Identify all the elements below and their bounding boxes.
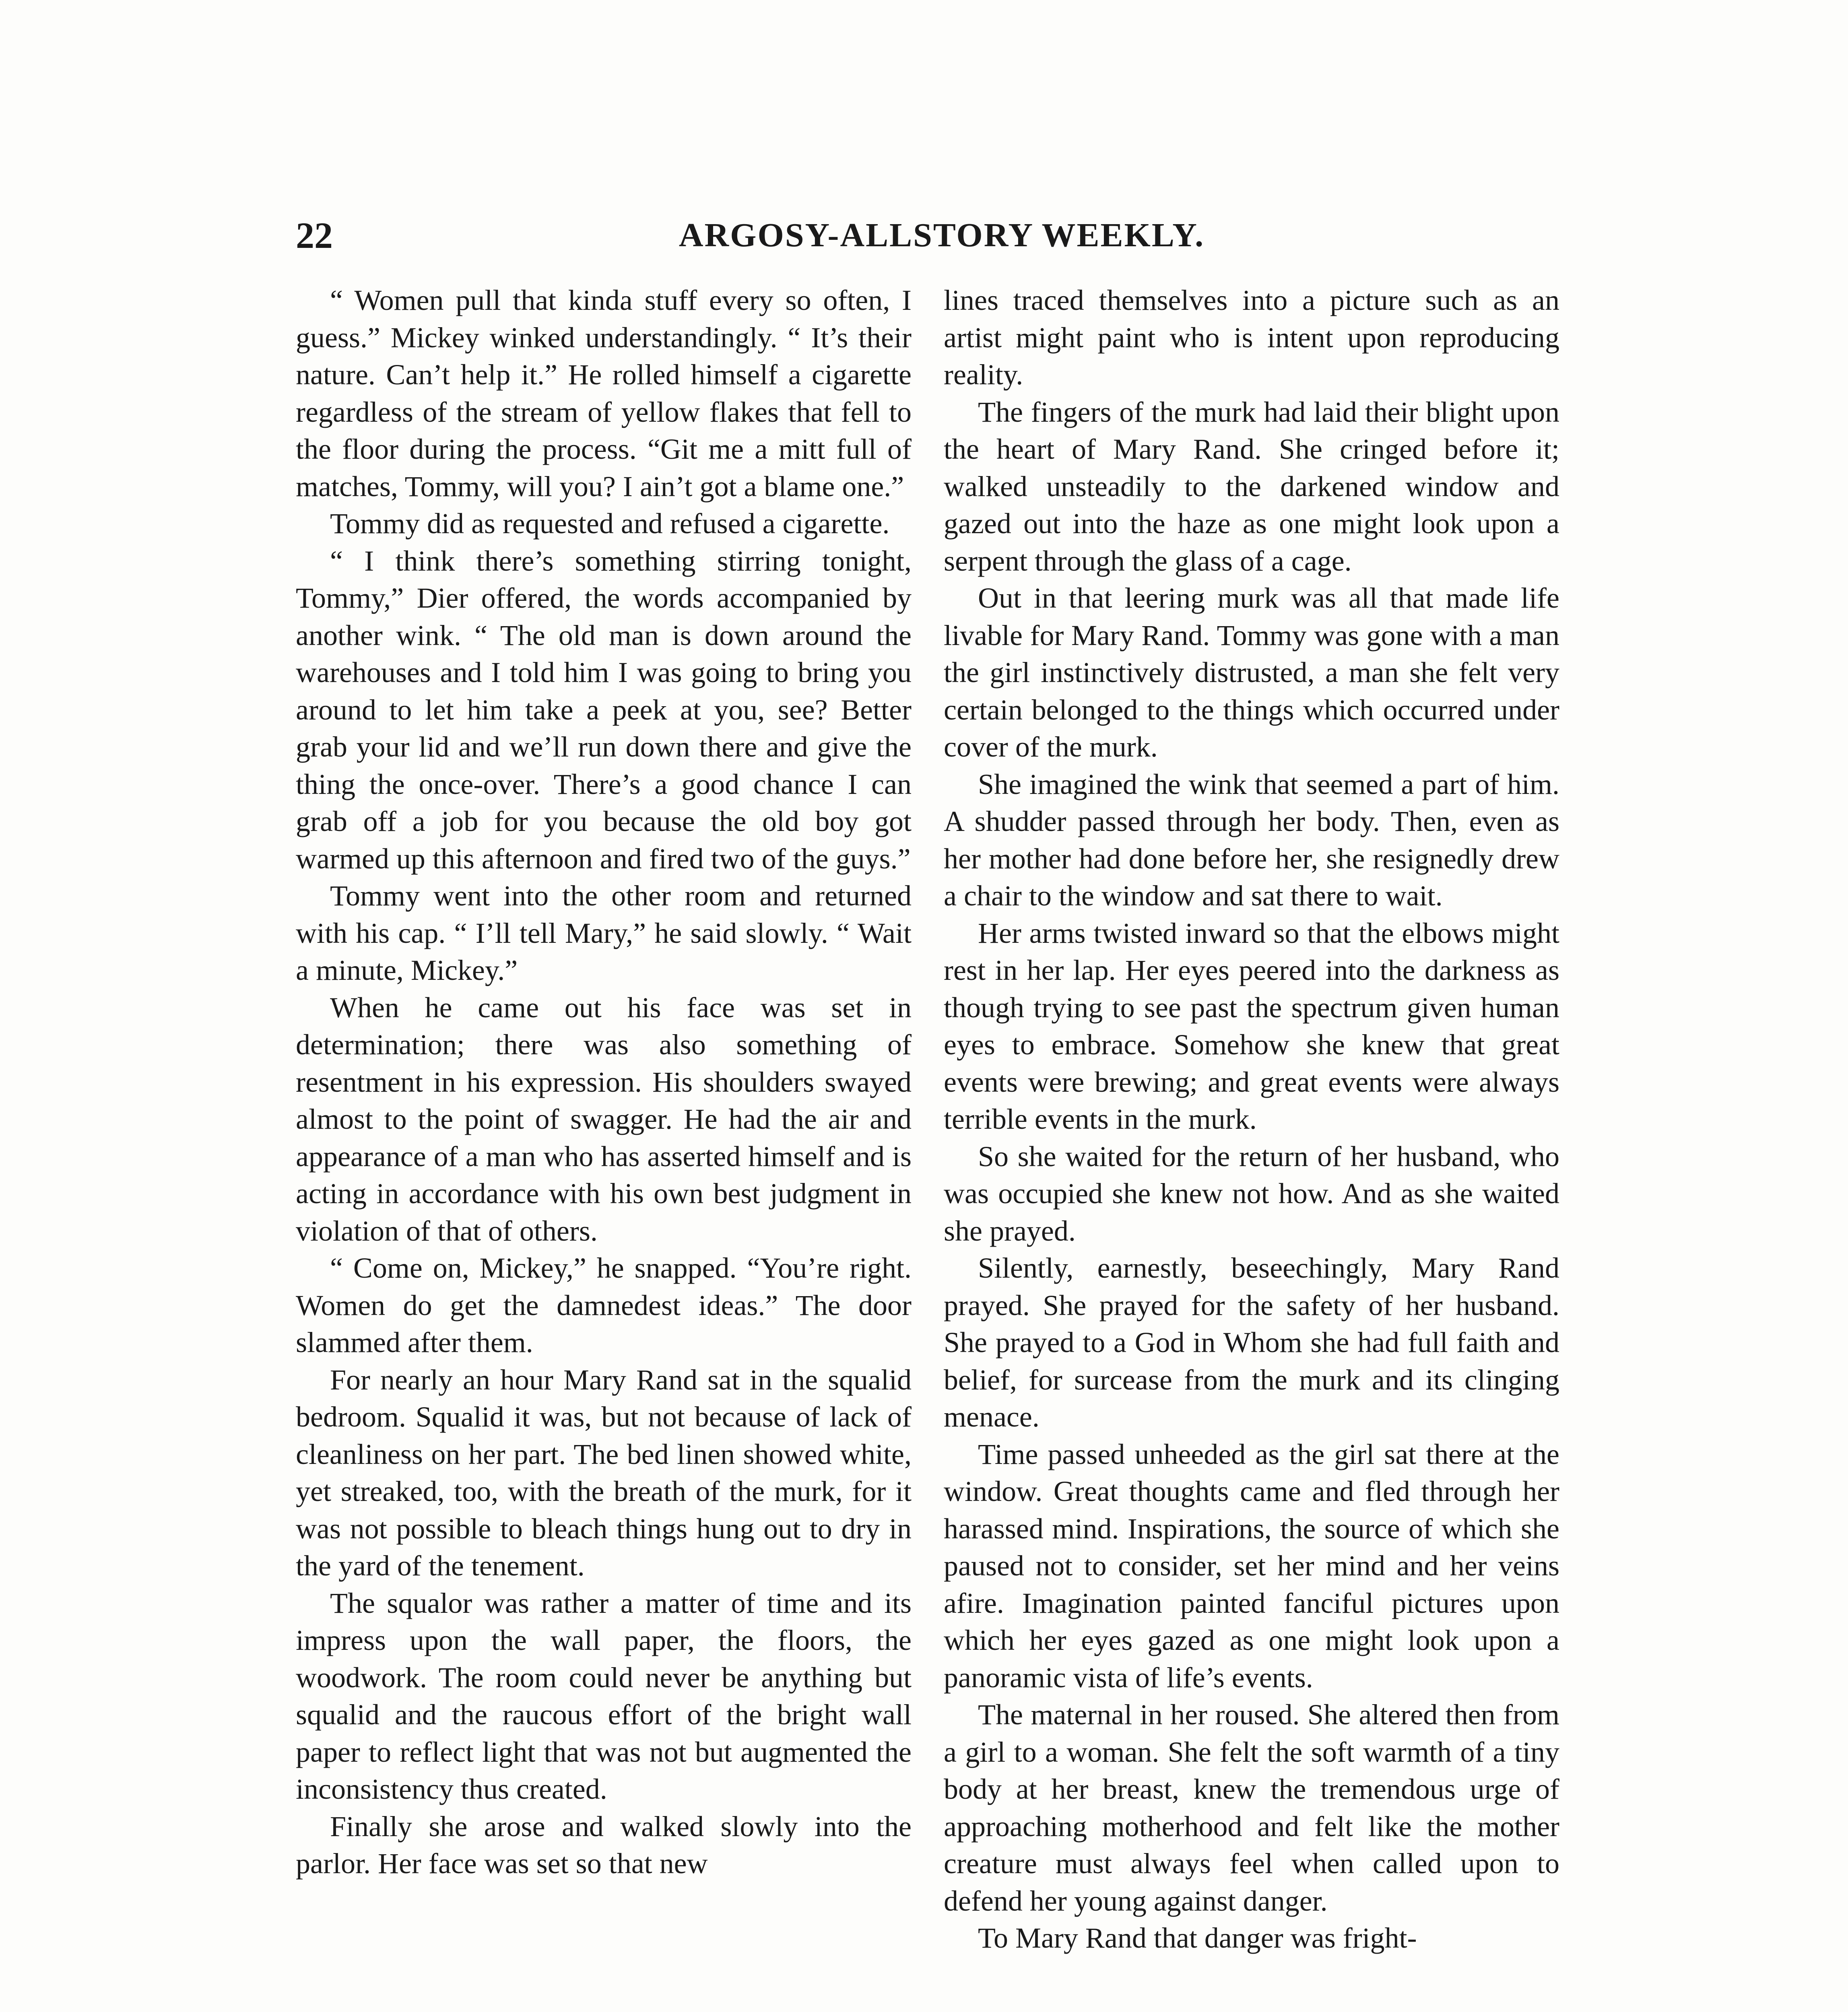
paragraph: Finally she arose and walked slowly into the parlor. Her face was set so that new: [296, 1810, 912, 1880]
paragraph: Her arms twisted inward so that the elbows might rest in her lap. Her eyes peered into the darkness as though trying to see past the spectrum given human eyes to embrace. Somehow she knew that great events were brewing; and great events were always terrible events in the murk.: [944, 917, 1559, 1135]
page-header: [296, 207, 1588, 264]
paragraph: “ I think there’s something stirring tonight, Tommy,” Dier offered, the words accompanied by another wink. “ The old man is down around the warehouses and I told him I was going to bring you around to let him take a peek at you, see? Better grab your lid and we’ll run down there and give the thing the once-over. There’s a good chance I can grab off a job for you because the old boy got warmed up this afternoon and fired two of the guys.”: [296, 544, 912, 875]
paragraph: Silently, earnestly, beseechingly, Mary Rand prayed. She prayed for the safety of her husband. She prayed to a God in Whom she had full faith and belief, for surcease from the murk and its clinging menace.: [944, 1252, 1559, 1433]
paragraph: “ Women pull that kinda stuff every so often, I guess.” Mickey winked understandingly. “ It’s their nature. Can’t help it.” He rolled himself a cigarette regardless of the stream of yellow flakes that fell to the floor during the process. “Git me a mitt full of matches, Tommy, will you? I ain’t got a blame one.”: [296, 284, 912, 503]
paragraph: Time passed unheeded as the girl sat there at the window. Great thoughts came and fled through her harassed mind. Inspirations, the source of which she paused not to consider, set her mind and her veins afire. Imagination painted fanciful pictures upon which her eyes gazed as one might look upon a panoramic vista of life’s events.: [944, 1438, 1559, 1694]
left-column: [296, 282, 912, 1882]
running-title: ARGOSY-ALLSTORY WEEKLY.: [679, 216, 1205, 254]
paragraph: The maternal in her roused. She altered then from a girl to a woman. She felt the soft warmth of a tiny body at her breast, knew the tremendous urge of approaching motherhood and felt like the mother creature must always feel when called upon to defend her young against danger.: [944, 1699, 1559, 1917]
paragraph: Tommy did as requested and refused a cigarette.: [330, 507, 890, 540]
paragraph: The fingers of the murk had laid their blight upon the heart of Mary Rand. She cringed before it; walked unsteadily to the darkened window and gazed out into the haze as one might look upon a serpent through the glass of a cage.: [944, 396, 1559, 577]
paragraph: The squalor was rather a matter of time and its impress upon the wall paper, the floors, the woodwork. The room could never be anything but squalid and the raucous effort of the bright wall paper to reflect light that was not but augmented the inconsistency thus created.: [296, 1587, 912, 1805]
paragraph-continuation: lines traced themselves into a picture such as an artist might paint who is intent upon reproducing reality.: [944, 284, 1559, 391]
paragraph: For nearly an hour Mary Rand sat in the squalid bedroom. Squalid it was, but not because of lack of cleanliness on her part. The bed linen showed white, yet streaked, too, with the breath of the murk, for it was not possible to bleach things hung out to dry in the yard of the tenement.: [296, 1363, 912, 1582]
paragraph: When he came out his face was set in determination; there was also something of resentment in his expression. His shoulders swayed almost to the point of swagger. He had the air and appearance of a man who has asserted himself and is acting in accordance with his own best judgment in violation of that of others.: [296, 991, 912, 1247]
paragraph: So she waited for the return of her husband, who was occupied she knew not how. And as she waited she prayed.: [944, 1140, 1559, 1247]
paragraph: “ Come on, Mickey,” he snapped. “You’re right. Women do get the damnedest ideas.” The door slammed after them.: [296, 1252, 912, 1359]
paragraph: To Mary Rand that danger was fright-: [978, 1922, 1417, 1954]
page-number: 22: [296, 215, 333, 256]
paragraph: Out in that leering murk was all that made life livable for Mary Rand. Tommy was gone with a man the girl instinctively distrusted, a man she felt very certain belonged to the things which occurred under cover of the murk.: [944, 582, 1559, 763]
paragraph: Tommy went into the other room and returned with his cap. “ I’ll tell Mary,” he said slowly. “ Wait a minute, Mickey.”: [296, 880, 912, 986]
paragraph: She imagined the wink that seemed a part of him. A shudder passed through her body. Then, even as her mother had done before her, she resignedly drew a chair to the window and sat there to wait.: [944, 768, 1559, 912]
right-column: [944, 282, 1559, 1957]
